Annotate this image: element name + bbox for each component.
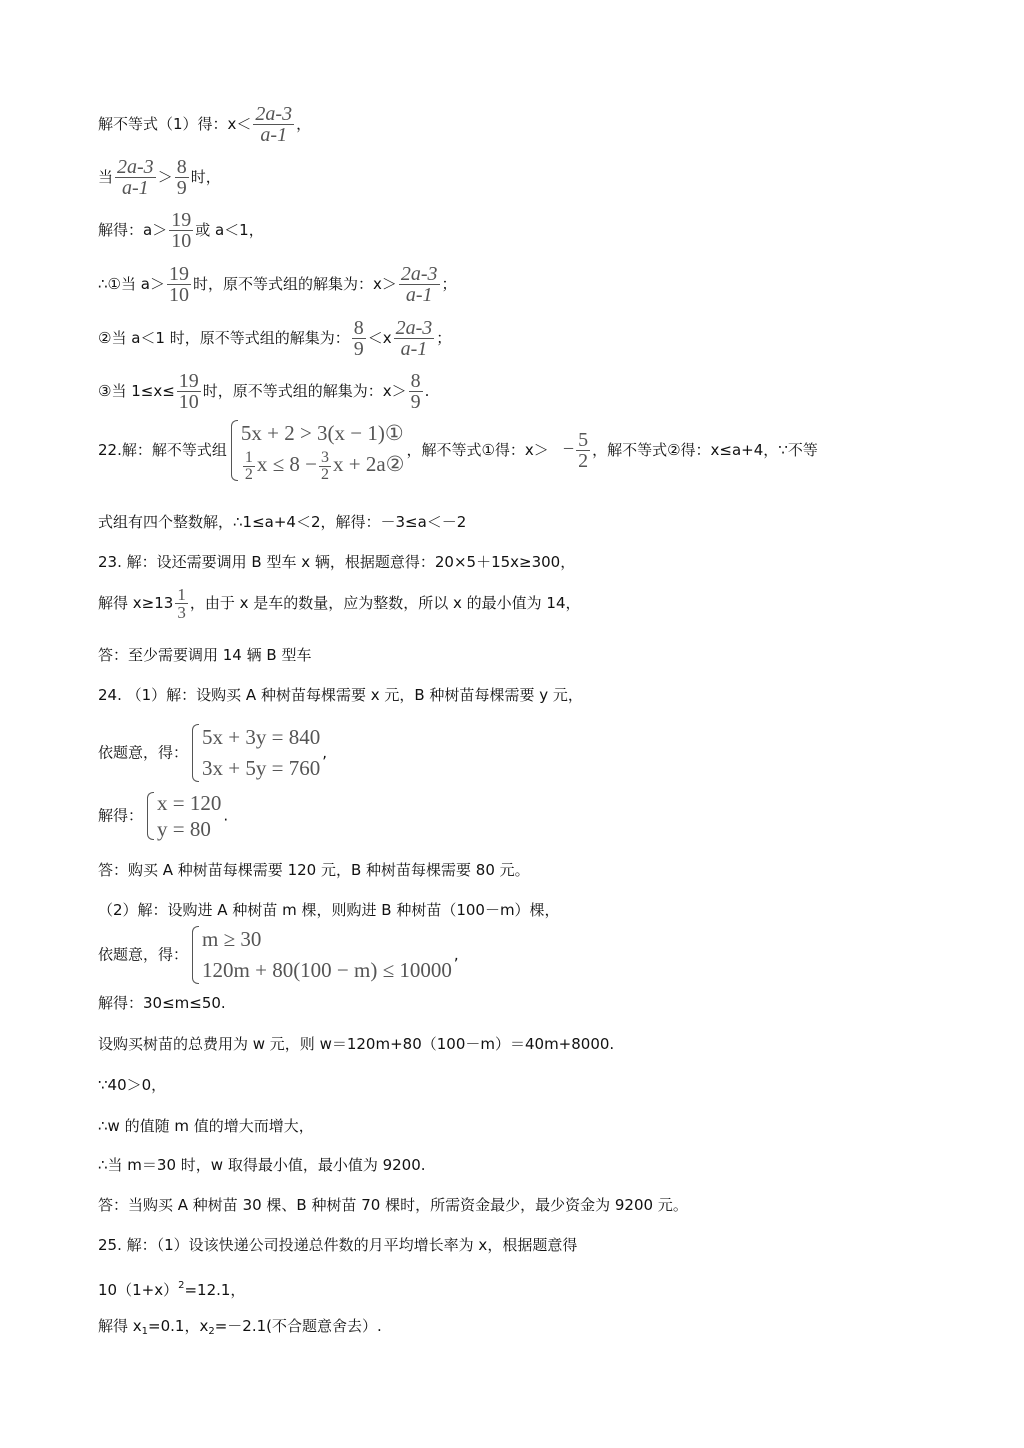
fraction bbox=[175, 157, 189, 198]
system-row-1: 5x + 3y = 840 bbox=[202, 725, 321, 749]
fraction bbox=[409, 371, 423, 412]
fraction bbox=[394, 318, 435, 359]
line-1 bbox=[98, 104, 311, 145]
text: 22.解：解不等式组 bbox=[98, 440, 227, 459]
denominator: 2 bbox=[320, 465, 329, 483]
numerator: 2a-3 bbox=[400, 263, 438, 285]
denominator: 10 bbox=[171, 230, 192, 252]
subscript: 2 bbox=[208, 1326, 215, 1337]
system-row-2: y = 80 bbox=[157, 817, 211, 841]
denominator: a-1 bbox=[399, 284, 440, 305]
line-8: 式组有四个整数解，∴1≤a+4＜2，解得：－3≤a＜－2 bbox=[98, 513, 467, 531]
text: 解得： bbox=[98, 806, 144, 825]
numerator: 2a-3 bbox=[395, 317, 433, 339]
denominator: 3 bbox=[177, 603, 186, 622]
line-16: （2）解：设购进 A 种树苗 m 棵，则购进 B 种树苗（100－m）棵， bbox=[98, 901, 560, 919]
numerator: 5 bbox=[578, 428, 589, 451]
text: =0.1，x bbox=[148, 1317, 209, 1335]
system-row-2: 3x + 5y = 760 bbox=[202, 756, 321, 780]
line-15: 答：购买 A 种树苗每棵需要 120 元，B 种树苗每棵需要 80 元。 bbox=[98, 861, 530, 879]
fraction bbox=[115, 157, 156, 198]
expr: x + 2a② bbox=[332, 452, 405, 476]
text: ＞ bbox=[157, 168, 173, 186]
fraction bbox=[319, 450, 331, 483]
fraction bbox=[177, 371, 201, 412]
text: 依题意，得： bbox=[98, 945, 189, 964]
denominator: 2 bbox=[244, 465, 253, 483]
line-5 bbox=[98, 318, 451, 359]
system-row-1: 5x + 2 > 3(x − 1)① bbox=[240, 421, 404, 445]
line-19: 设购买树苗的总费用为 w 元，则 w＝120m+80（100－m）＝40m+8000. bbox=[98, 1035, 615, 1053]
text: , bbox=[453, 945, 459, 964]
numerator: 1 bbox=[244, 448, 253, 466]
denominator: a-1 bbox=[253, 124, 294, 145]
numerator: 19 bbox=[178, 370, 199, 392]
text: =－2.1(不合题意舍去）. bbox=[214, 1317, 382, 1335]
line-3 bbox=[98, 210, 264, 251]
text: ； bbox=[436, 329, 452, 347]
superscript: 2 bbox=[178, 1280, 185, 1291]
text: ； bbox=[441, 275, 457, 293]
text: ，解不等式②得：x≤a+4，∵不等 bbox=[592, 440, 818, 459]
text: ，由于 x 是车的数量，应为整数，所以 x 的最小值为 14， bbox=[189, 594, 581, 612]
text: 解不等式（1）得：x＜ bbox=[98, 115, 252, 133]
line-26 bbox=[98, 1316, 382, 1342]
system-row-1: x = 120 bbox=[157, 791, 222, 815]
text: 解得 x≥13 bbox=[98, 594, 174, 612]
numerator: 19 bbox=[171, 209, 192, 231]
text: ∴①当 a＞ bbox=[98, 275, 165, 293]
line-25 bbox=[98, 1276, 245, 1300]
line-13 bbox=[98, 722, 327, 784]
text: 解得：a＞ bbox=[98, 221, 168, 239]
denominator: 9 bbox=[176, 177, 187, 199]
fraction bbox=[576, 430, 590, 471]
line-9: 23. 解：设还需要调用 B 型车 x 辆，根据题意得：20×5＋15x≥300， bbox=[98, 553, 576, 571]
line-7 bbox=[98, 418, 818, 483]
text: 解得 x bbox=[98, 1317, 142, 1335]
numerator: 2a-3 bbox=[255, 103, 293, 125]
denominator: 9 bbox=[410, 391, 421, 413]
inequality-system bbox=[190, 924, 452, 986]
line-24: 25. 解：（1）设该快递公司投递总件数的月平均增长率为 x，根据题意得 bbox=[98, 1236, 578, 1254]
line-21: ∴w 的值随 m 值的增大而增大， bbox=[98, 1117, 314, 1135]
fraction bbox=[352, 318, 366, 359]
text: 时，原不等式组的解集为：x＞ bbox=[202, 382, 407, 400]
fraction bbox=[169, 210, 193, 251]
text: 时， bbox=[190, 168, 221, 186]
text: 依题意，得： bbox=[98, 743, 189, 762]
line-12: 24. （1）解：设购买 A 种树苗每棵需要 x 元，B 种树苗每棵需要 y 元， bbox=[98, 686, 583, 704]
line-10 bbox=[98, 586, 581, 621]
denominator: a-1 bbox=[394, 338, 435, 359]
inequality-system bbox=[229, 418, 405, 483]
system-row-2 bbox=[241, 449, 405, 483]
denominator: 9 bbox=[353, 338, 364, 360]
fraction bbox=[175, 586, 188, 621]
denominator: 10 bbox=[168, 284, 189, 306]
numerator: 8 bbox=[176, 156, 187, 178]
solution-system bbox=[145, 790, 221, 842]
denominator: 2 bbox=[578, 449, 589, 472]
equation-system bbox=[190, 722, 320, 784]
text: 当 bbox=[98, 168, 114, 186]
expr: x ≤ 8 − bbox=[256, 452, 317, 476]
line-22: ∴当 m＝30 时，w 取得最小值，最小值为 9200. bbox=[98, 1156, 426, 1174]
fraction bbox=[253, 104, 294, 145]
numerator: 19 bbox=[168, 263, 189, 285]
text: =12.1， bbox=[184, 1281, 246, 1299]
text: . bbox=[424, 382, 430, 400]
numerator: 3 bbox=[320, 448, 329, 466]
numerator: 8 bbox=[410, 370, 421, 392]
line-2 bbox=[98, 157, 221, 198]
line-18: 解得：30≤m≤50. bbox=[98, 994, 226, 1012]
line-23: 答：当购买 A 种树苗 30 棵、B 种树苗 70 棵时，所需资金最少，最少资金为 9200 元。 bbox=[98, 1196, 688, 1214]
text: ，解不等式①得：x＞ bbox=[406, 440, 549, 459]
text: 或 a＜1， bbox=[195, 221, 264, 239]
text: 时，原不等式组的解集为：x＞ bbox=[192, 275, 397, 293]
line-6 bbox=[98, 371, 429, 412]
text: . bbox=[223, 806, 229, 825]
denominator: a-1 bbox=[115, 177, 156, 198]
numerator: 8 bbox=[353, 317, 364, 339]
line-20: ∵40＞0， bbox=[98, 1076, 167, 1094]
minus-sign: − bbox=[562, 437, 575, 460]
fraction bbox=[399, 264, 440, 305]
numerator: 2a-3 bbox=[117, 156, 154, 178]
fraction bbox=[167, 264, 191, 305]
text: ②当 a＜1 时，原不等式组的解集为： bbox=[98, 329, 350, 347]
text: 10（1+x） bbox=[98, 1281, 179, 1299]
system-row-2: 120m + 80(100 − m) ≤ 10000 bbox=[202, 958, 452, 982]
text: , bbox=[322, 743, 327, 762]
text: ＜x bbox=[367, 329, 392, 347]
line-11: 答：至少需要调用 14 辆 B 型车 bbox=[98, 646, 312, 664]
system-row-1: m ≥ 30 bbox=[202, 927, 262, 951]
line-4 bbox=[98, 264, 457, 305]
line-17 bbox=[98, 924, 459, 986]
fraction bbox=[243, 450, 255, 483]
subscript: 1 bbox=[141, 1326, 149, 1337]
numerator: 1 bbox=[177, 585, 186, 604]
text: ， bbox=[296, 115, 312, 133]
text: ③当 1≤x≤ bbox=[98, 382, 175, 400]
denominator: 10 bbox=[178, 391, 199, 413]
line-14 bbox=[98, 790, 228, 842]
